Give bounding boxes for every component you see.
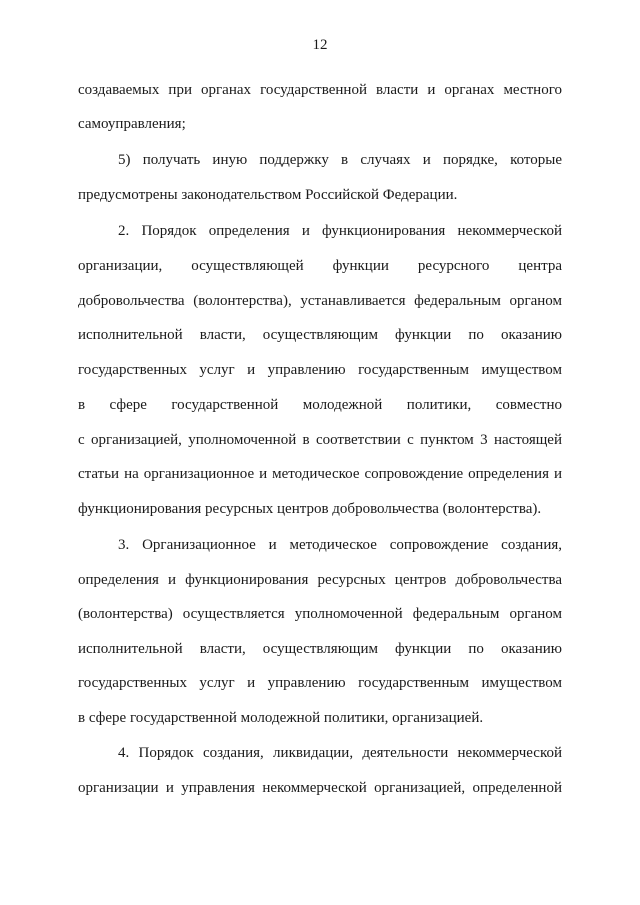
text-line: создаваемых при органах государственной власти и органах местного: [78, 82, 562, 98]
text-line: исполнительной власти, осуществляющим функции по оказанию: [78, 327, 562, 343]
text-line: с организацией, уполномоченной в соответствии с пунктом 3 настоящей: [78, 432, 562, 448]
text-line: 2. Порядок определения и функционирования некоммерческой: [118, 223, 562, 239]
text-line: государственных услуг и управлению государственным имуществом: [78, 362, 562, 378]
text-line: 3. Организационное и методическое сопровождение создания,: [118, 537, 562, 553]
text-line: 5) получать иную поддержку в случаях и порядке, которые: [118, 152, 562, 168]
text-line: в сфере государственной молодежной политики, совместно: [78, 397, 562, 413]
text-line: организации и управления некоммерческой организацией, определенной: [78, 780, 562, 796]
text-line: предусмотрены законодательством Российской Федерации.: [78, 187, 458, 203]
text-line: в сфере государственной молодежной политики, организацией.: [78, 710, 484, 726]
text-line: статьи на организационное и методическое сопровождение определения и: [78, 466, 562, 482]
text-line: организации, осуществляющей функции ресурсного центра: [78, 258, 562, 274]
text-line: определения и функционирования ресурсных центров добровольчества: [78, 572, 562, 588]
text-line: самоуправления;: [78, 116, 186, 132]
text-line: добровольчества (волонтерства), устанавливается федеральным органом: [78, 293, 562, 309]
text-line: 4. Порядок создания, ликвидации, деятельности некоммерческой: [118, 745, 562, 761]
text-line: (волонтерства) осуществляется уполномоченной федеральным органом: [78, 606, 562, 622]
text-line: государственных услуг и управлению государственным имуществом: [78, 675, 562, 691]
text-line: исполнительной власти, осуществляющим функции по оказанию: [78, 641, 562, 657]
page-number: 12: [312, 37, 328, 53]
text-line: функционирования ресурсных центров добровольчества (волонтерства).: [78, 501, 542, 517]
